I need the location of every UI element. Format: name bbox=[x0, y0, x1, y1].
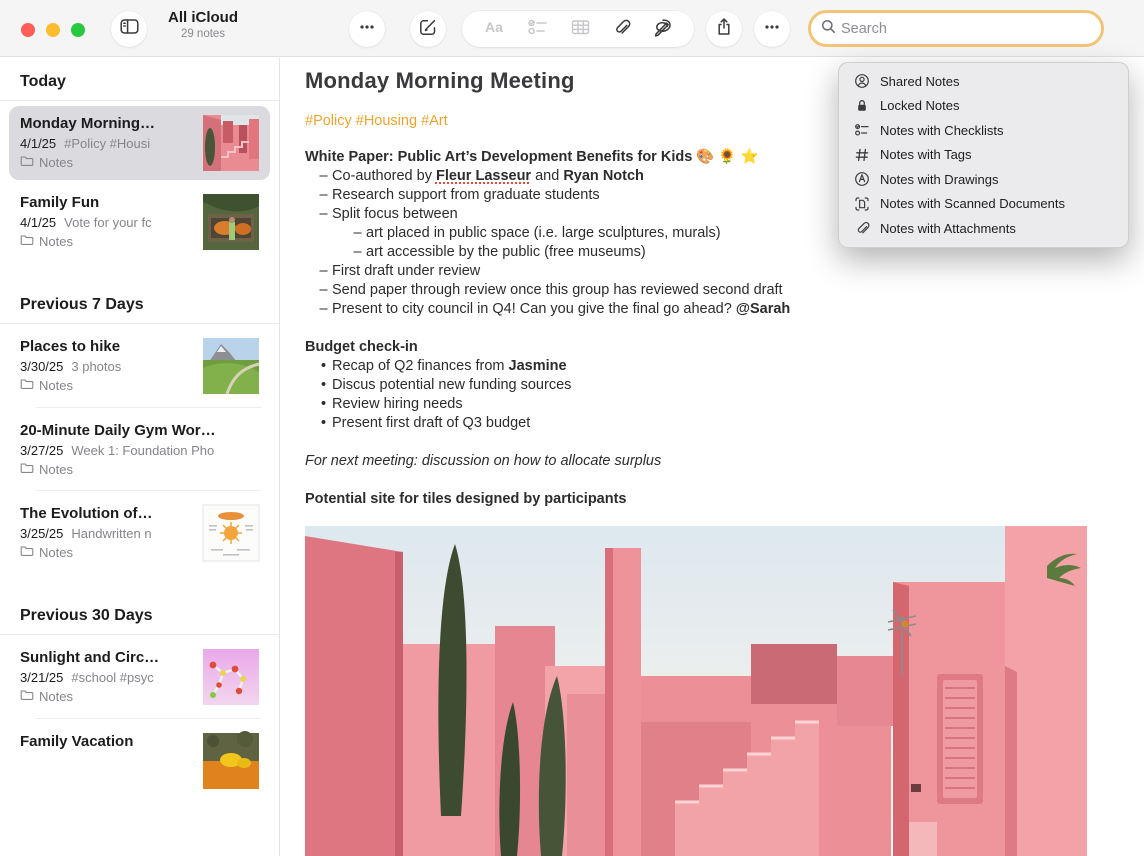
divider bbox=[0, 634, 279, 635]
note-tags[interactable]: #Policy #Housing #Art bbox=[305, 113, 448, 129]
section-header-previous-7-days: Previous 7 Days bbox=[20, 296, 144, 313]
note-folder-label: Notes bbox=[39, 462, 73, 477]
menu-item-locked-notes[interactable] bbox=[839, 94, 1128, 119]
budget-heading: Budget check-in bbox=[305, 339, 418, 355]
note-preview: #school #psyc bbox=[71, 670, 154, 685]
list-item: • Review hiring needs bbox=[320, 396, 463, 412]
site-caption: Potential site for tiles designed by participants bbox=[305, 491, 627, 507]
search-icon bbox=[821, 19, 836, 39]
mention: Jasmine bbox=[508, 358, 567, 374]
note-row-family-fun[interactable] bbox=[9, 185, 270, 259]
sidebar-toggle-icon bbox=[119, 16, 140, 42]
menu-item-shared-notes[interactable] bbox=[839, 69, 1128, 94]
note-thumbnail-mountain bbox=[203, 338, 259, 394]
menu-item-notes-with-drawings[interactable] bbox=[839, 167, 1128, 192]
format-text-button[interactable] bbox=[483, 17, 507, 42]
note-more-button[interactable] bbox=[754, 11, 790, 47]
table-button[interactable] bbox=[570, 17, 591, 42]
format-aa-icon bbox=[483, 17, 507, 42]
misspelled-name: Fleur Lasseur bbox=[435, 168, 532, 184]
folder-icon bbox=[20, 378, 34, 393]
markup-button[interactable] bbox=[652, 17, 674, 42]
divider bbox=[0, 100, 279, 101]
note-title: Monday Morning… bbox=[20, 115, 155, 132]
close-window-button[interactable] bbox=[21, 23, 35, 37]
note-folder-label: Notes bbox=[39, 155, 73, 170]
note-date: 3/30/25 bbox=[20, 359, 64, 374]
folder-icon bbox=[20, 545, 34, 560]
titlebar bbox=[0, 0, 1144, 57]
ellipsis-icon bbox=[358, 18, 376, 41]
nested-list-item: – art accessible by the public (free museums) bbox=[353, 244, 646, 260]
divider bbox=[36, 490, 261, 491]
note-date: 4/1/25 bbox=[20, 215, 57, 230]
note-preview: #Policy #Housi bbox=[64, 136, 151, 151]
format-toolbar-group bbox=[462, 11, 694, 47]
menu-item-notes-with-tags[interactable] bbox=[839, 143, 1128, 168]
menu-item-label: Shared Notes bbox=[880, 73, 960, 89]
note-title: Sunlight and Circ… bbox=[20, 649, 160, 666]
menu-item-notes-with-scanned-documents[interactable] bbox=[839, 192, 1128, 217]
attached-photo-pink-building[interactable] bbox=[305, 526, 1087, 750]
nested-list-item: – art placed in public space (i.e. large sculptures, murals) bbox=[353, 225, 721, 241]
menu-item-notes-with-checklists[interactable] bbox=[839, 118, 1128, 143]
person-circle-icon bbox=[853, 73, 870, 89]
paperclip-icon bbox=[611, 17, 631, 42]
note-row-monday-morning[interactable] bbox=[9, 106, 270, 180]
folder-icon bbox=[20, 462, 34, 477]
note-preview: Week 1: Foundation Pho bbox=[71, 443, 215, 458]
attach-button[interactable] bbox=[611, 17, 631, 42]
note-preview: Handwritten n bbox=[71, 526, 152, 541]
divider bbox=[0, 323, 279, 324]
list-item: • Discus potential new funding sources bbox=[320, 377, 572, 393]
note-date: 3/21/25 bbox=[20, 670, 64, 685]
note-thumbnail-pink-building bbox=[203, 115, 259, 171]
note-folder-label: Notes bbox=[39, 545, 73, 560]
sidebar-more-button[interactable] bbox=[349, 11, 385, 47]
list-item: • Recap of Q2 finances from Jasmine bbox=[320, 358, 567, 374]
note-row-the-evolution-of[interactable] bbox=[9, 496, 270, 570]
note-folder-label: Notes bbox=[39, 689, 73, 704]
list-item: – Split focus between bbox=[319, 206, 458, 222]
menu-item-label: Notes with Drawings bbox=[880, 171, 999, 187]
note-title: Family Fun bbox=[20, 194, 100, 211]
note-list-sidebar bbox=[0, 58, 280, 856]
hash-icon bbox=[853, 147, 870, 163]
note-thumbnail-garden bbox=[203, 194, 259, 250]
note-folder-label: Notes bbox=[39, 234, 73, 249]
new-note-button[interactable] bbox=[410, 11, 446, 47]
ellipsis-icon bbox=[763, 18, 781, 41]
share-button[interactable] bbox=[706, 11, 742, 47]
spacer bbox=[0, 259, 279, 281]
note-row-gym-workout[interactable] bbox=[9, 413, 270, 486]
menu-item-label: Notes with Scanned Documents bbox=[880, 196, 1065, 212]
emoji-row: 🎨 🌻 ⭐ bbox=[696, 149, 759, 165]
menu-item-label: Locked Notes bbox=[880, 98, 960, 114]
note-heading: Monday Morning Meeting bbox=[305, 68, 575, 93]
note-preview: 3 photos bbox=[71, 359, 122, 374]
folder-icon bbox=[20, 155, 34, 170]
spacer bbox=[0, 570, 279, 592]
compose-icon bbox=[418, 17, 438, 42]
note-count: 29 notes bbox=[180, 28, 226, 40]
list-item: – Send paper through review once this group has reviewed second draft bbox=[319, 282, 783, 298]
mention: @Sarah bbox=[735, 301, 791, 317]
minimize-window-button[interactable] bbox=[46, 23, 60, 37]
section-header-today: Today bbox=[20, 73, 66, 90]
menu-item-label: Notes with Tags bbox=[880, 147, 972, 163]
note-row-family-vacation[interactable] bbox=[9, 724, 270, 798]
note-folder-label: Notes bbox=[39, 378, 73, 393]
list-item: – Present to city council in Q4! Can you give the final go ahead? @Sarah bbox=[319, 301, 791, 317]
white-paper-heading: White Paper: Public Art’s Development Benefits for Kids 🎨 🌻 ⭐ bbox=[305, 149, 759, 165]
divider bbox=[36, 407, 261, 408]
list-item: • Present first draft of Q3 budget bbox=[320, 415, 531, 431]
zoom-window-button[interactable] bbox=[71, 23, 85, 37]
checklist-icon bbox=[853, 122, 870, 138]
checklist-button[interactable] bbox=[527, 17, 549, 42]
note-row-places-to-hike[interactable] bbox=[9, 329, 270, 403]
checklist-icon bbox=[527, 17, 549, 42]
toggle-sidebar-button[interactable] bbox=[111, 11, 147, 47]
folder-title bbox=[148, 9, 258, 40]
scribble-pen-icon bbox=[652, 17, 674, 42]
search-filter-menu bbox=[838, 62, 1129, 248]
menu-item-notes-with-attachments[interactable] bbox=[839, 216, 1128, 241]
divider bbox=[36, 718, 261, 719]
menu-item-label: Notes with Checklists bbox=[880, 122, 1004, 138]
note-date: 4/1/25 bbox=[20, 136, 57, 151]
search-input[interactable] bbox=[841, 21, 1091, 37]
note-thumbnail-molecule bbox=[203, 649, 259, 705]
note-title: 20-Minute Daily Gym Wor… bbox=[20, 422, 216, 439]
note-row-sunlight-and-circ[interactable] bbox=[9, 640, 270, 714]
note-title: The Evolution of… bbox=[20, 505, 153, 522]
aa-glyph: Aa bbox=[484, 18, 503, 35]
note-preview: Vote for your fc bbox=[64, 215, 152, 230]
folder-icon bbox=[20, 689, 34, 704]
note-date: 3/25/25 bbox=[20, 526, 64, 541]
note-thumbnail-lemons bbox=[203, 733, 259, 789]
menu-item-label: Notes with Attachments bbox=[880, 220, 1016, 236]
table-icon bbox=[570, 17, 591, 42]
note-date: 3/27/25 bbox=[20, 443, 64, 458]
page-title: All iCloud bbox=[168, 9, 238, 26]
section-header-previous-30-days: Previous 30 Days bbox=[20, 607, 153, 624]
pencil-circle-icon bbox=[853, 171, 870, 187]
window-controls bbox=[21, 23, 85, 37]
lock-icon bbox=[853, 98, 870, 114]
note-title: Family Vacation bbox=[20, 733, 134, 750]
scan-document-icon bbox=[853, 196, 870, 212]
note-thumbnail-handwritten-sketch bbox=[203, 505, 259, 561]
next-meeting-note: For next meeting: discussion on how to allocate surplus bbox=[305, 453, 662, 469]
list-item: – Research support from graduate students bbox=[319, 187, 600, 203]
note-title: Places to hike bbox=[20, 338, 121, 355]
list-item: – Co-authored by Fleur Lasseur and Ryan Notch bbox=[319, 168, 644, 184]
list-item: – First draft under review bbox=[319, 263, 481, 279]
folder-icon bbox=[20, 234, 34, 249]
share-icon bbox=[714, 17, 734, 42]
paperclip-icon bbox=[853, 220, 870, 236]
search-input-wrapper bbox=[808, 10, 1104, 47]
